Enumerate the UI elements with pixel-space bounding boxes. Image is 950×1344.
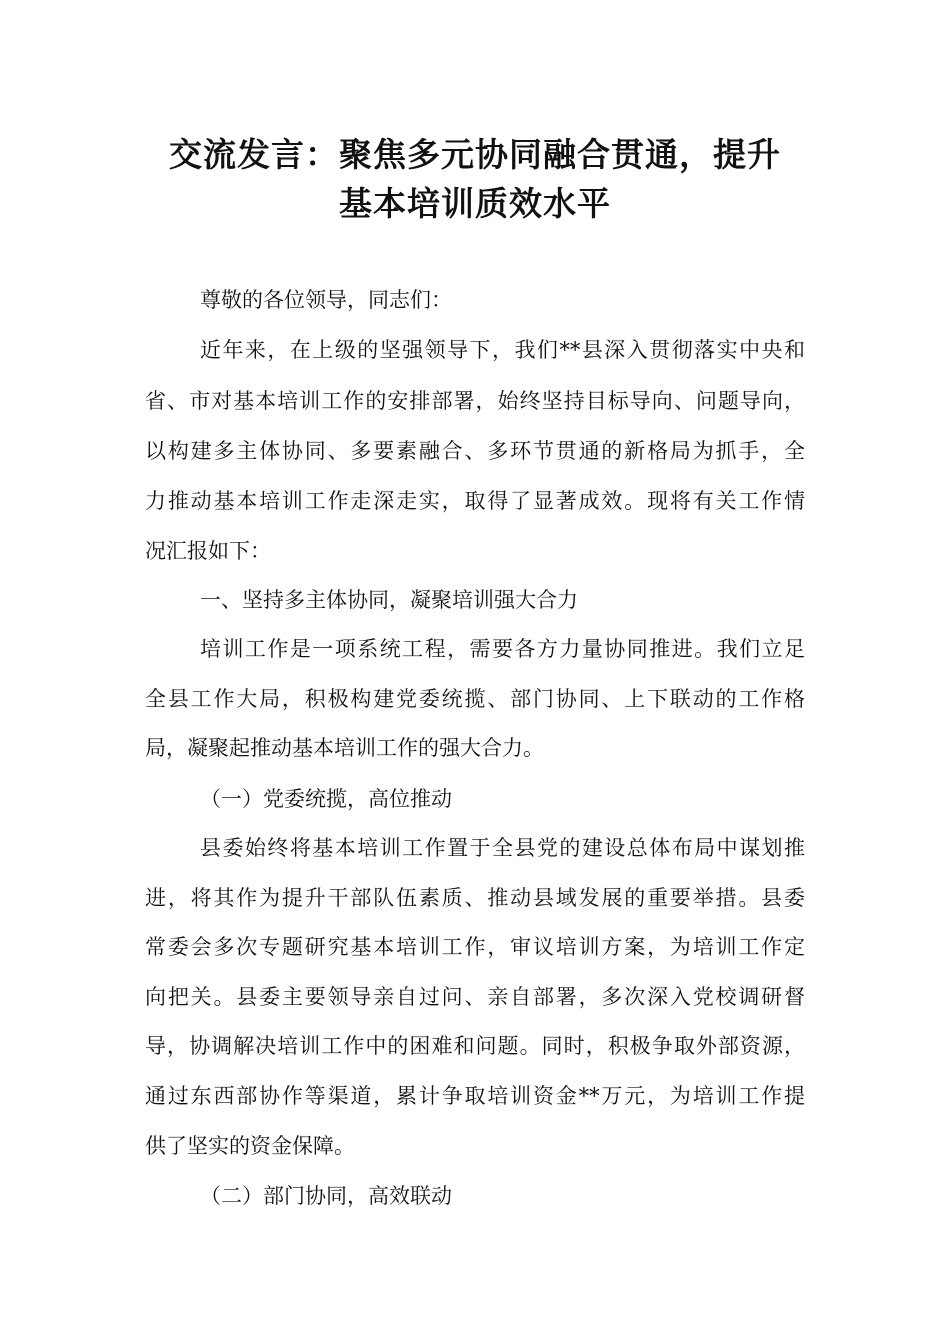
subsection-1-line: 进，将其作为提升干部队伍素质、推动县域发展的重要举措。县委 — [145, 886, 805, 910]
intro-line: 况汇报如下： — [145, 539, 271, 563]
section-1-line: 培训工作是一项系统工程，需要各方力量协同推进。我们立足 — [200, 637, 805, 661]
section-1-line: 全县工作大局，积极构建党委统揽、部门协同、上下联动的工作格 — [145, 687, 805, 711]
document-title-line-1: 交流发言：聚焦多元协同融合贯通，提升 — [169, 135, 781, 174]
intro-line: 省、市对基本培训工作的安排部署，始终坚持目标导向、问题导向， — [145, 389, 805, 413]
intro-line: 以构建多主体协同、多要素融合、多环节贯通的新格局为抓手，全 — [145, 439, 805, 463]
section-1-heading: 一、坚持多主体协同，凝聚培训强大合力 — [200, 588, 578, 612]
subsection-1-line: 向把关。县委主要领导亲自过问、亲自部署，多次深入党校调研督 — [145, 985, 805, 1009]
salutation: 尊敬的各位领导，同志们： — [200, 288, 452, 312]
subsection-1-line: 县委始终将基本培训工作置于全县党的建设总体布局中谋划推 — [200, 836, 805, 860]
subsection-1-line: 供了坚实的资金保障。 — [145, 1134, 355, 1158]
section-1-line: 局，凝聚起推动基本培训工作的强大合力。 — [145, 736, 544, 760]
intro-line: 力推动基本培训工作走深走实，取得了显著成效。现将有关工作情 — [145, 489, 805, 513]
subsection-2-heading: （二）部门协同，高效联动 — [200, 1184, 452, 1208]
subsection-1-line: 导，协调解决培训工作中的困难和问题。同时，积极争取外部资源， — [145, 1034, 805, 1058]
subsection-1-line: 通过东西部协作等渠道，累计争取培训资金**万元，为培训工作提 — [145, 1084, 805, 1108]
intro-line: 近年来，在上级的坚强领导下，我们**县深入贯彻落实中央和 — [200, 338, 805, 362]
subsection-1-heading: （一）党委统揽，高位推动 — [200, 787, 452, 811]
subsection-1-line: 常委会多次专题研究基本培训工作，审议培训方案，为培训工作定 — [145, 935, 805, 959]
document-title-line-2: 基本培训质效水平 — [339, 184, 611, 223]
